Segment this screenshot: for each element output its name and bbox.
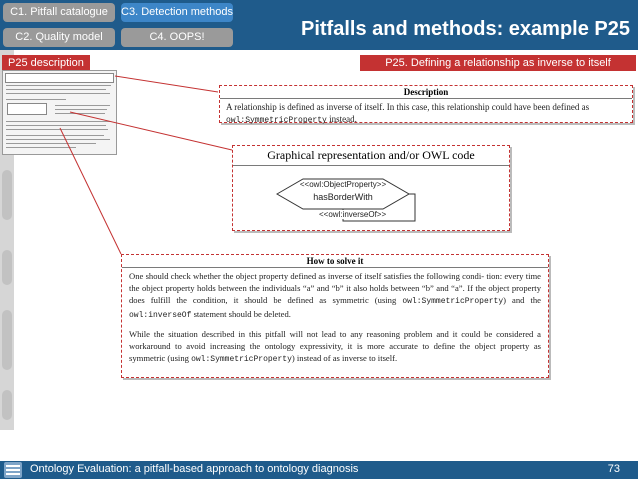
university-logo-icon [4,462,22,478]
footer-title: Ontology Evaluation: a pitfall-based approach to ontology diagnosis [30,463,359,475]
how-to-solve-box [121,254,549,378]
description-heading: Description [220,86,632,99]
p25-description-label: P25 description [2,55,90,71]
graphical-heading: Graphical representation and/or OWL code [233,146,509,166]
solve-p1-text-b: ) and the [503,295,541,305]
solve-p1-text-a: One should check whether the object property defined as inverse of itself satisfies the following condi- tion: every time the object property holds between the individuals “a” and “b” it also holds between “b” and “a”. If the object property does fulfill the condition, it should be defined as symmetric (using [129,271,541,305]
description-tail: instead. [326,114,357,124]
nav-detection-methods[interactable]: C3. Detection methods [121,3,233,22]
solve-body [122,268,548,374]
description-body [220,99,632,129]
solve-p1-text-c: statement should be deleted. [191,309,291,319]
solve-p1-code-symmetric: owl:SymmetricProperty [402,297,504,306]
nav-quality-model[interactable]: C2. Quality model [3,28,115,47]
description-box [219,85,633,123]
graphical-representation-box [232,145,510,231]
solve-p2-text-b: ) instead of as inverse to itself. [291,353,398,363]
nav-oops[interactable]: C4. OOPS! [121,28,233,47]
p25-title-label: P25. Defining a relationship as inverse to itself [360,55,636,71]
nav-pitfall-catalogue[interactable]: C1. Pitfall catalogue [3,3,115,22]
page-number: 73 [607,463,620,475]
description-code: owl:SymmetricProperty [226,116,327,125]
solve-heading: How to solve it [122,255,548,268]
solve-p2-code-symmetric: owl:SymmetricProperty [191,355,292,364]
edge-label: <<owl:inverseOf>> [319,210,387,219]
solve-p1-code-inverseof: owl:inverseOf [129,311,192,320]
node-name: hasBorderWith [313,192,373,202]
solve-p2-text-a: While the situation described in this pitfall will not lead to any reasoning problem and it could be considered a workaround to avoid increasing the ontology expressivity, it is more accurate to define the object property as symmetric (using [129,329,541,363]
slide-title: Pitfalls and methods: example P25 [301,18,630,40]
solve-paragraph-2 [129,328,541,366]
description-text: A relationship is defined as inverse of itself. In this case, this relationship could have been defined as [226,102,590,112]
node-stereotype: <<owl:ObjectProperty>> [299,180,387,189]
solve-paragraph-1 [129,270,541,322]
